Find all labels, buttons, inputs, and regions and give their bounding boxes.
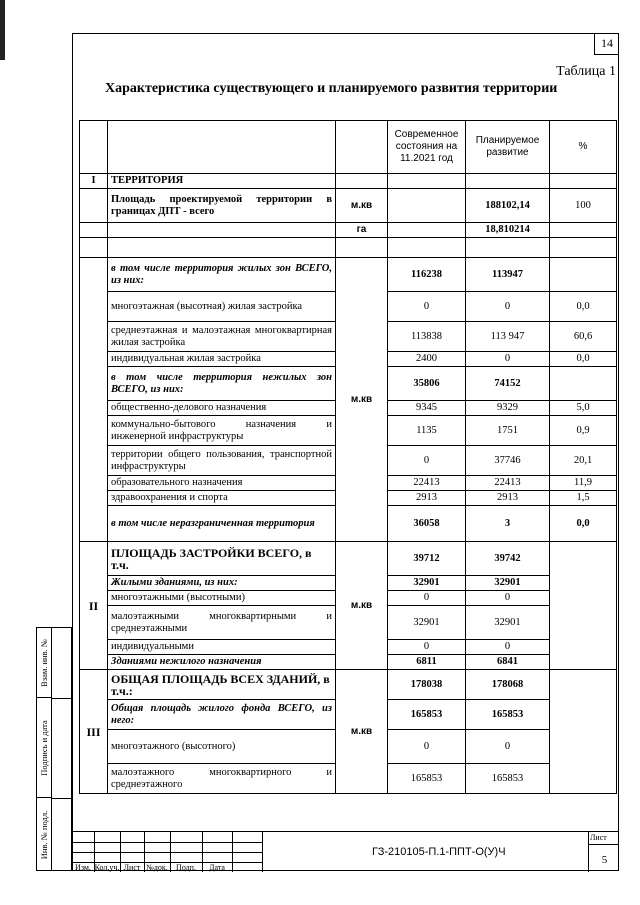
current-value: 2400	[388, 352, 466, 367]
unit: м.кв	[336, 542, 388, 670]
row-label: Общая площадь жилого фонда ВСЕГО, из него:	[108, 700, 336, 730]
current-value: 9345	[388, 401, 466, 416]
section-number: II	[80, 542, 108, 670]
stamp-ndok: №док.	[146, 863, 168, 872]
side-label-vzam: Взам. инв. №	[39, 638, 49, 687]
stamp-izm: Изм.	[75, 863, 91, 872]
section-number: III	[80, 670, 108, 794]
row-label: индивидуальная жилая застройка	[108, 352, 336, 367]
current-value: 0	[388, 446, 466, 476]
stamp-line	[232, 832, 233, 872]
sheet-number: 5	[601, 854, 608, 866]
current-value: 165853	[388, 764, 466, 794]
side-label-inv: Инв. № подл.	[39, 810, 49, 860]
stamp-line	[72, 852, 262, 853]
current-value: 35806	[388, 367, 466, 401]
current-value: 0	[388, 730, 466, 764]
unit: м.кв	[336, 258, 388, 542]
side-divider	[51, 628, 52, 870]
section-title: ОБЩАЯ ПЛОЩАДЬ ВСЕХ ЗДАНИЙ, в т.ч.:	[108, 670, 336, 700]
section-number: I	[80, 174, 108, 189]
row-label: образовательного назначения	[108, 476, 336, 491]
row-label: Площадь проектируемой территории в границах ДПТ - всего	[108, 189, 336, 223]
section-title: ТЕРРИТОРИЯ	[108, 174, 336, 189]
page-number: 14	[594, 33, 619, 55]
side-cell-vzam	[37, 628, 51, 698]
stamp-line	[588, 844, 619, 845]
row-label: Жилыми зданиями, из них:	[108, 576, 336, 591]
stamp-line	[588, 832, 589, 872]
header-percent: %	[550, 121, 617, 174]
row-label: общественно-делового назначения	[108, 401, 336, 416]
planned-value: 18,810214	[466, 223, 550, 238]
row-label: здравоохранения и спорта	[108, 491, 336, 506]
current-value: 22413	[388, 476, 466, 491]
territory-table	[79, 120, 617, 794]
header-planned: Планируемое развитие	[466, 121, 550, 174]
title-block	[72, 831, 619, 871]
planned-value: 178068	[466, 670, 550, 700]
section-row	[80, 542, 617, 576]
row-label: индивидуальными	[108, 640, 336, 655]
current-value: 36058	[388, 506, 466, 542]
planned-value: 9329	[466, 401, 550, 416]
header-row	[80, 121, 617, 174]
unit: га	[336, 223, 388, 238]
row-label: малоэтажного многоквартирного и среднеэтажного	[108, 764, 336, 794]
side-cell-podpis	[37, 698, 51, 798]
planned-value: 39742	[466, 542, 550, 576]
current-value: 32901	[388, 606, 466, 640]
planned-value: 32901	[466, 606, 550, 640]
percent-value: 0,0	[550, 506, 617, 542]
current-value: 6811	[388, 655, 466, 670]
document-code: ГЗ-210105-П.1-ППТ-О(У)Ч	[372, 846, 506, 858]
percent-value: 1,5	[550, 491, 617, 506]
percent-value: 20,1	[550, 446, 617, 476]
section-row	[80, 174, 617, 189]
current-value: 1135	[388, 416, 466, 446]
percent-value: 60,6	[550, 322, 617, 352]
planned-value: 22413	[466, 476, 550, 491]
percent-value: 5,0	[550, 401, 617, 416]
row-label: коммунально-бытового назначения и инженерной инфраструктуры	[108, 416, 336, 446]
planned-value: 1751	[466, 416, 550, 446]
table-row	[80, 223, 617, 238]
stamp-koluch: Кол.уч.	[94, 863, 120, 872]
side-cell-inv	[37, 798, 51, 872]
percent-value: 11,9	[550, 476, 617, 491]
planned-value: 74152	[466, 367, 550, 401]
percent-value: 0,0	[550, 352, 617, 367]
current-value: 116238	[388, 258, 466, 292]
side-label-podpis: Подпись и дата	[39, 719, 49, 776]
row-label: малоэтажными многоквартирными и среднеэтажными	[108, 606, 336, 640]
current-value: 2913	[388, 491, 466, 506]
planned-value: 0	[466, 591, 550, 606]
planned-value: 3	[466, 506, 550, 542]
planned-value: 32901	[466, 576, 550, 591]
spacer-row	[80, 238, 617, 258]
current-value: 39712	[388, 542, 466, 576]
row-label: в том числе территория жилых зон ВСЕГО, из них:	[108, 258, 336, 292]
planned-value: 0	[466, 640, 550, 655]
row-label: территории общего пользования, транспортной инфраструктуры	[108, 446, 336, 476]
side-divider	[51, 798, 71, 799]
current-value: 0	[388, 640, 466, 655]
current-value: 0	[388, 591, 466, 606]
planned-value: 165853	[466, 700, 550, 730]
stamp-podp: Подп.	[176, 863, 196, 872]
percent-value: 0,0	[550, 292, 617, 322]
stamp-line	[262, 832, 263, 872]
planned-value: 113947	[466, 258, 550, 292]
unit: м.кв	[336, 670, 388, 794]
percent-value: 100	[550, 189, 617, 223]
row-label: среднеэтажная и малоэтажная многоквартирная жилая застройка	[108, 322, 336, 352]
header-current: Современное состояния на 11.2021 год	[388, 121, 466, 174]
document-title: Характеристика существующего и планируемого развития территории	[105, 81, 558, 96]
table-label: Таблица 1	[556, 64, 616, 79]
current-value: 32901	[388, 576, 466, 591]
percent-value: 0,9	[550, 416, 617, 446]
current-value: 165853	[388, 700, 466, 730]
planned-value: 0	[466, 730, 550, 764]
binder-edge	[0, 0, 5, 60]
stamp-list: Лист	[123, 863, 141, 872]
row-label: многоэтажная (высотная) жилая застройка	[108, 292, 336, 322]
planned-value: 6841	[466, 655, 550, 670]
planned-value: 37746	[466, 446, 550, 476]
row-label: Зданиями нежилого назначения	[108, 655, 336, 670]
section-title: ПЛОЩАДЬ ЗАСТРОЙКИ ВСЕГО, в т.ч.	[108, 542, 336, 576]
stamp-data: Дата	[209, 863, 225, 872]
planned-value: 2913	[466, 491, 550, 506]
sheet-label: Лист	[590, 833, 607, 842]
current-value: 0	[388, 292, 466, 322]
row-label: многоэтажными (высотными)	[108, 591, 336, 606]
planned-value: 165853	[466, 764, 550, 794]
current-value: 113838	[388, 322, 466, 352]
unit: м.кв	[336, 189, 388, 223]
stamp-line	[72, 842, 262, 843]
side-stamp	[36, 627, 72, 871]
current-value: 178038	[388, 670, 466, 700]
planned-value: 0	[466, 292, 550, 322]
planned-value: 0	[466, 352, 550, 367]
planned-value: 113 947	[466, 322, 550, 352]
side-divider	[51, 698, 71, 699]
table-row	[80, 189, 617, 223]
row-label: в том числе территория нежилых зон ВСЕГО, из них:	[108, 367, 336, 401]
planned-value: 188102,14	[466, 189, 550, 223]
table-row	[80, 258, 617, 292]
section-row	[80, 670, 617, 700]
row-label: многоэтажного (высотного)	[108, 730, 336, 764]
row-label: в том числе неразграниченная территория	[108, 506, 336, 542]
